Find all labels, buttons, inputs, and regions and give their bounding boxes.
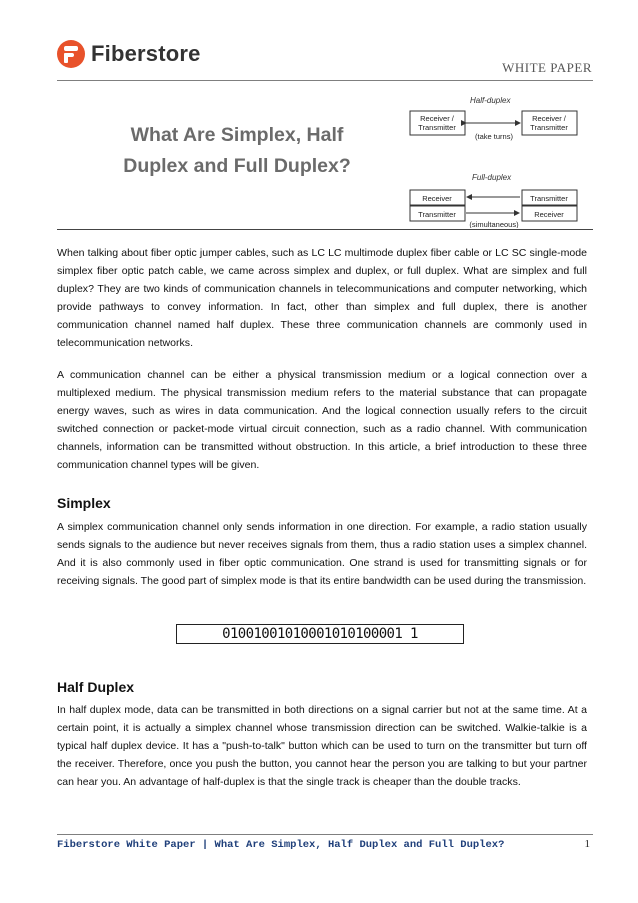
simultaneous-label: (simultaneous) xyxy=(469,220,519,228)
title-line-1: What Are Simplex, Half xyxy=(130,124,344,146)
half-duplex-paragraph: In half duplex mode, data can be transmitted in both directions on a signal carrier but not at the same time. At a certain point, it is actually a simplex channel whose transmission direction can be switched. Walkie-talkie is a typical half duplex device. It has a "push-to-talk" button which can be used to turn on the transmitter but turn off the receiver. Therefore, once you push the button, you cannot hear the person you are talking to but your partner can hear you. An advantage of half-duplex is that the single track is cheaper than the double tracks. xyxy=(57,704,587,788)
half-duplex-heading: Half Duplex xyxy=(57,679,135,695)
half-right-line1: Receiver / xyxy=(532,114,566,123)
take-turns-label: (take turns) xyxy=(475,132,513,141)
title-line-2: Duplex and Full Duplex? xyxy=(123,155,351,177)
simplex-heading: Simplex xyxy=(57,495,111,511)
full-left-bottom-text: Transmitter xyxy=(418,210,456,219)
intro-paragraph-1: When talking about fiber optic jumper cables, such as LC LC multimode duplex fiber cable or LC SC single-mode simplex fiber optic patch cable, we came across simplex and duplex, or full duplex. What are simplex and full duplex? They are two kinds of communication channels in telecommunications and computer networking, which provide pathways to convey information. In fact, other than simplex and full duplex, there is another communication channel named half duplex. These three communication channels are commonly used in telecommunication networks. xyxy=(57,247,587,349)
footer-title: Fiberstore White Paper | What Are Simplex, Half Duplex and Full Duplex? xyxy=(57,839,505,851)
fiberstore-logo xyxy=(57,40,201,68)
half-duplex-label: Half-duplex xyxy=(470,96,511,105)
full-right-bottom-text: Receiver xyxy=(534,210,564,219)
half-left-line2: Transmitter xyxy=(418,123,456,132)
title-divider xyxy=(57,229,593,230)
white-paper-label: WHITE PAPER xyxy=(502,60,592,75)
full-duplex-label: Full-duplex xyxy=(472,173,512,182)
simplex-paragraph: A simplex communication channel only sends information in one direction. For example, a radio station usually sends signals to the audience but never receives signals from them, thus a radio station uses a simplex channel. And it is also commonly used in fiber optic communication. One strand is used for transmitting signals or for receiving signals. The good part of simplex mode is that its entire bandwidth can be used during the transmission. xyxy=(57,521,587,587)
brand-name: Fiberstore xyxy=(91,41,201,66)
duplex-diagram xyxy=(400,88,586,228)
footer-divider xyxy=(57,834,593,835)
half-left-line1: Receiver / xyxy=(420,114,454,123)
page-title xyxy=(72,120,402,182)
fiberstore-logo-icon xyxy=(57,40,85,68)
half-right-line2: Transmitter xyxy=(530,123,568,132)
page-number: 1 xyxy=(584,838,590,850)
full-left-top-text: Receiver xyxy=(422,194,452,203)
full-right-top-text: Transmitter xyxy=(530,194,568,203)
intro-paragraph-2: A communication channel can be either a physical transmission medium or a logical connection over a multiplexed medium. The physical transmission medium refers to the material substance that can propagate energy waves, such as wires in data communication. And the logical connection usually refers to the circuit switched connection or packet-mode virtual circuit connection, such as a radio channel. With communication channels, information can be transmitted without obstruction. In this article, a brief introduction to these three communication channel types will be given. xyxy=(57,369,587,471)
binary-stream-image: 01001001010001010100001 1 xyxy=(176,624,464,644)
header-divider xyxy=(57,80,593,81)
